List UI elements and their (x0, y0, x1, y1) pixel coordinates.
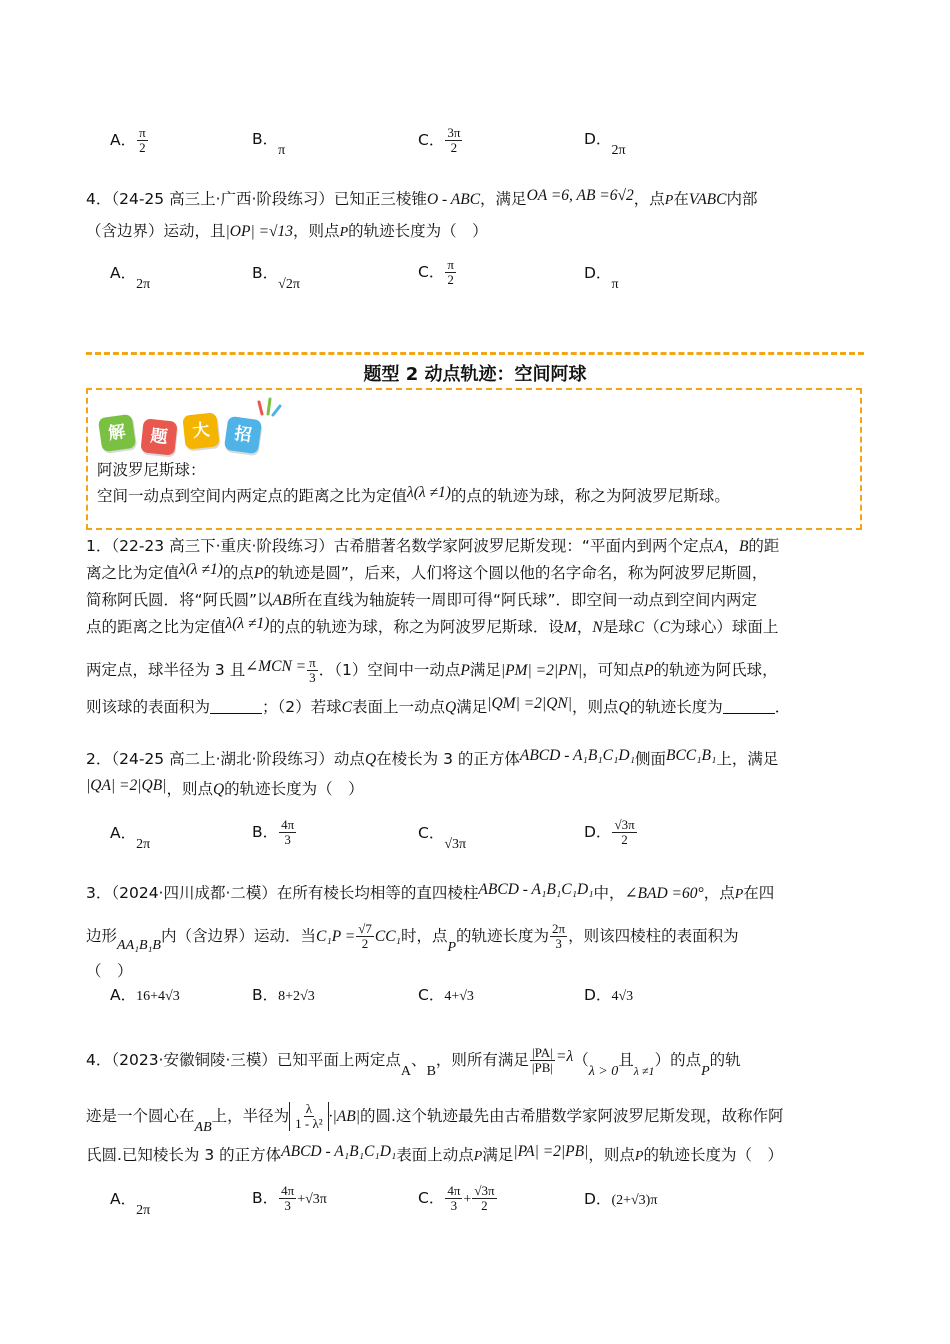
fraction: $\frac{4\pi}{3}$ (281, 817, 295, 847)
fraction: $\frac{\lambda}{\text{1 - λ²}}$ (295, 1101, 323, 1131)
q2-line2: |QA| =2|QB|，则点Q的轨迹长度为（ ） (86, 777, 364, 798)
q4b-line2: 迹是一个圆心在AB上，半径为 $\frac{\lambda}{\text{1 - λ²}}$ ·|AB|的圆.这个轨迹最先由古希腊数学家阿波罗尼斯发现，故称作阿 (86, 1101, 784, 1135)
fraction: $\frac{√3\pi}{2}$ (614, 817, 635, 847)
section-divider (86, 352, 864, 355)
q4b-line3: 氏圆.已知棱长为 3 的正方体ABCD - A₁B₁C₁D₁表面上动点P满足|PA| =2|PB|，则点P的轨迹长度为（ ） (86, 1143, 783, 1164)
fraction: $\frac{2\pi}{3}$ (552, 921, 566, 951)
q3-option-c: C．4+√3 (418, 986, 474, 1004)
badge-tile-2: 题 (140, 418, 177, 455)
q2-option-c: C．√3π (418, 824, 467, 852)
q4a-option-d: D．π (584, 264, 619, 292)
tip-title: 阿波罗尼斯球： (97, 461, 206, 479)
top-option-c: C． $\frac{3\pi}{2}$ (418, 125, 461, 155)
q4a-line1: 4．（24-25 高三上·广西·阶段练习）已知正三棱锥O - ABC，满足OA =6, AB =6√2，点P在VABC内部 (86, 187, 758, 208)
q4a-option-a: A．2π (110, 264, 151, 292)
tip-box (86, 388, 862, 530)
tip-body: 空间一动点到空间内两定点的距离之比为定值λ(λ ≠1)的点的轨迹为球，称之为阿波罗尼斯球。 (97, 484, 730, 505)
q4b-option-b: B． $\frac{4\pi}{3}$ +√3π (252, 1183, 327, 1213)
q3-option-b: B．8+2√3 (252, 986, 315, 1004)
q4b-option-c: C． $\frac{4\pi}{3}$ + $\frac{√3\pi}{2}$ (418, 1183, 495, 1213)
q4b-option-a: A．2π (110, 1190, 151, 1218)
fraction: $\frac{\pi}{3}$ (309, 655, 316, 685)
abs-bars (289, 1102, 329, 1131)
q3-line1: 3．（2024·四川成都·二模）在所有棱长均相等的直四棱柱ABCD - A₁B₁C₁D₁中，∠BAD =60°，点P在四 (86, 881, 775, 902)
badge-tile-4: 招 (224, 416, 262, 454)
q1-line2: 离之比为定值λ(λ ≠1)的点P的轨迹是圆”，后来，人们将这个圆以他的名字命名，称为阿波罗尼斯圆， (86, 561, 768, 582)
section-title: 题型 2 动点轨迹：空间阿球 (363, 364, 587, 385)
q3-line3: （ ） (86, 962, 133, 980)
q1-line5: 两定点，球半径为 3 且∠MCN = $\frac{\pi}{3}$ ．（1）空间中一动点P满足|PM| =2|PN|，可知点P的轨迹为阿氏球， (86, 655, 778, 685)
badge-tile-3: 大 (182, 412, 219, 449)
q2-line1: 2．（24-25 高二上·湖北·阶段练习）动点Q在棱长为 3 的正方体ABCD - A₁B₁C₁D₁侧面BCC₁B₁上，满足 (86, 747, 779, 768)
q3-option-a: A．16+4√3 (110, 986, 180, 1004)
answer-blank-2[interactable] (723, 713, 775, 714)
q3-line2: 边形AA₁B₁B内（含边界）运动．当C₁P = $\frac{√7}{2}$ CC₁时，点P的轨迹长度为 $\frac{2\pi}{3}$ ，则该四棱柱的表面积为 (86, 921, 739, 955)
q4b-line1: 4．（2023·安徽铜陵·三模）已知平面上两定点A、B，则所有满足 $\frac{|PA|}{|PB|}$ =λ（λ > 0且$_{\lambda \ne 1}$）的点P的轨 (86, 1045, 741, 1079)
fraction: $\frac{|PA|}{|PB|}$ (531, 1045, 554, 1075)
q4a-line2: （含边界）运动，且|OP| =√13，则点P的轨迹长度为（ ） (86, 222, 488, 240)
q1-line4: 点的距离之比为定值λ(λ ≠1)的点的轨迹为球，称之为阿波罗尼斯球．设M，N是球C（C为球心）球面上 (86, 615, 779, 636)
q4b-option-d: D．(2+√3)π (584, 1190, 658, 1208)
q1-line3: 简称阿氏圆．将“阿氏圆”以AB所在直线为轴旋转一周即可得“阿氏球”．即空间一动点到空间内两定 (86, 591, 758, 609)
top-option-a: A． $\frac{\pi}{2}$ (110, 125, 146, 155)
sparkle-icon (256, 396, 282, 418)
q2-option-d: D． $\frac{√3\pi}{2}$ (584, 817, 635, 847)
q4a-option-b: B．√2π (252, 264, 300, 292)
badge-tile-1: 解 (98, 414, 136, 452)
q1-line6: 则该球的表面积为 ；（2）若球C表面上一动点Q满足|QM| =2|QN|，则点Q的轨迹长度为 ． (86, 695, 791, 716)
fraction: $\frac{4\pi}{3}$ (281, 1183, 295, 1213)
top-option-d: D．2π (584, 130, 626, 158)
fraction: $\frac{4\pi}{3}$ (447, 1183, 461, 1213)
answer-blank-1[interactable] (210, 713, 262, 714)
q1-line1: 1．（22-23 高三下·重庆·阶段练习）古希腊著名数学家阿波罗尼斯发现：“平面内到两个定点A，B的距 (86, 537, 780, 555)
q3-option-d: D．4√3 (584, 986, 634, 1004)
fraction: $\frac{√7}{2}$ (358, 921, 372, 951)
q2-option-b: B． $\frac{4\pi}{3}$ (252, 817, 295, 847)
top-option-b: B．π (252, 130, 286, 158)
fraction: $\frac{\pi}{2}$ (139, 125, 146, 155)
fraction: $\frac{3\pi}{2}$ (447, 125, 461, 155)
q2-option-a: A．2π (110, 824, 151, 852)
fraction: $\frac{\pi}{2}$ (447, 257, 454, 287)
q4a-option-c: C． $\frac{\pi}{2}$ (418, 257, 454, 287)
fraction: $\frac{√3\pi}{2}$ (474, 1183, 495, 1213)
